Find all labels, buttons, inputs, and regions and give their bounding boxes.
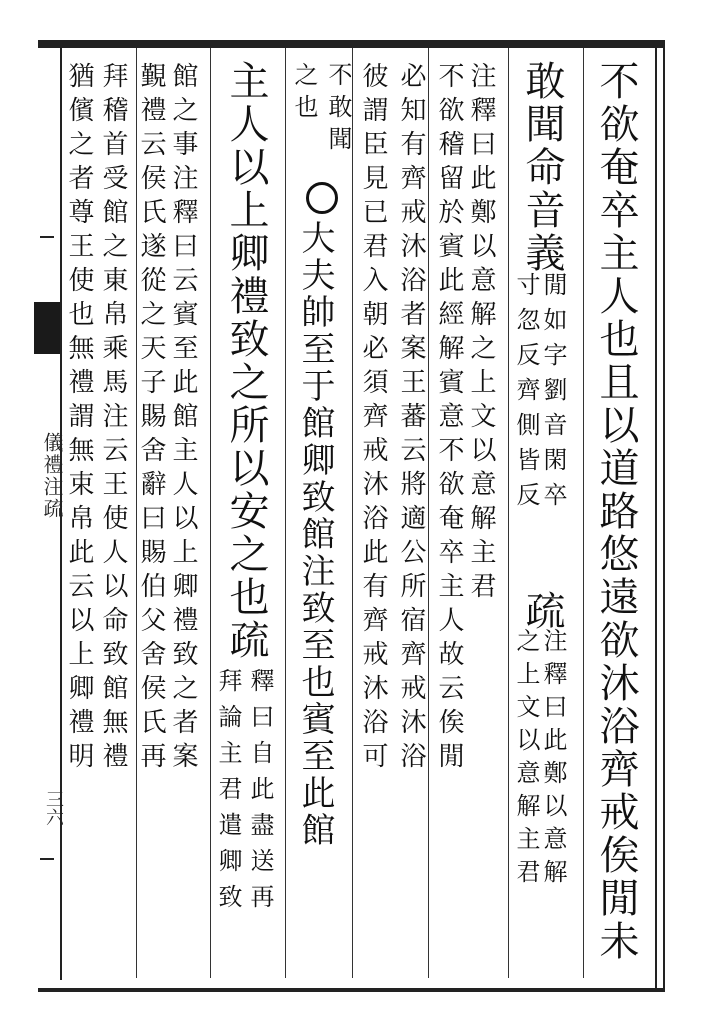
margin-tick-lower <box>40 858 54 860</box>
frame-right-border <box>655 40 665 992</box>
text-column-1: 不欲奄卒主人也且以道路悠遠欲沐浴齊戒俟閒未 <box>593 60 639 963</box>
text-column-10: 覲禮云侯氏遂從之天子賜舍辭曰賜伯父舍侯氏再 <box>136 62 166 776</box>
text-column-8-main: 主人以上卿禮致之所以安之也疏 <box>223 60 269 662</box>
annotation-column-7-left: 之也 <box>290 62 318 126</box>
text-column-7-main: 大夫帥至于館卿致館注致至也賓至此館 <box>295 220 335 849</box>
column-rule <box>583 48 584 978</box>
annotation-column-8-right: 釋曰自此盡送再 <box>246 668 274 920</box>
fish-tail-mark <box>34 302 60 354</box>
annotation-column-2-left-b: 之上文以意解主君 <box>512 628 540 892</box>
text-column-12: 猶儐之者尊王使也無禮謂無束帛此云以上卿禮明 <box>64 62 94 776</box>
column-rule <box>508 48 509 978</box>
text-column-5: 必知有齊戒沐浴者案王蕃云將適公所宿齊戒沐浴 <box>396 62 426 776</box>
annotation-column-2-right-b: 注釋曰此鄭以意解 <box>539 628 567 892</box>
section-circle-mark <box>306 176 338 220</box>
shu-marker: 疏 <box>519 590 565 633</box>
annotation-column-7-right: 不敢聞 <box>324 62 352 158</box>
column-rule <box>285 48 286 978</box>
text-column-11: 拜稽首受館之東帛乘馬注云王使人以命致館無禮 <box>98 62 128 776</box>
page-number: 三六 <box>43 790 64 826</box>
text-column-2-main: 敢聞命音義 <box>519 60 565 275</box>
annotation-column-2-left: 寸忽反齊側皆反 <box>512 272 540 517</box>
column-rule <box>352 48 353 978</box>
text-column-3: 注釋曰此鄭以意解之上文以意解主君 <box>466 62 496 606</box>
margin-title: 儀禮注疏 <box>40 432 64 520</box>
annotation-column-2-right: 閒如字劉音閑卒 <box>539 272 567 517</box>
text-column-9: 館之事注釋曰云賓至此館主人以上卿禮致之者案 <box>168 62 198 776</box>
text-column-6: 彼謂臣見已君入朝必須齊戒沐浴此有齊戒沐浴可 <box>358 62 388 776</box>
text-column-4: 不欲稽留於賓此經解賓意不欲奄卒主人故云俟閒 <box>434 62 464 776</box>
margin-tick-upper <box>40 236 54 238</box>
column-rule <box>210 48 211 978</box>
column-rule <box>428 48 429 978</box>
annotation-column-8-left: 拜論主君遣卿致 <box>214 668 242 920</box>
